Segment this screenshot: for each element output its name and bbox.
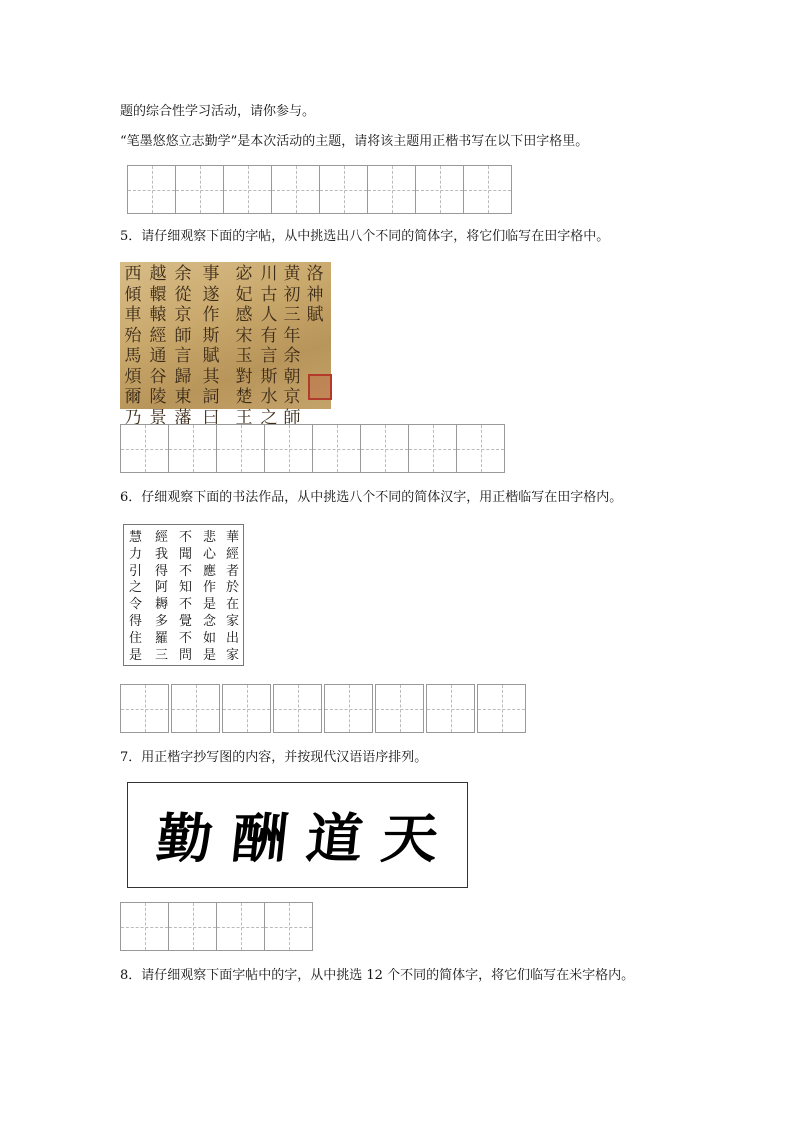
scroll-column: 越 轘 轅 經 通 谷 陵 景 bbox=[149, 264, 167, 428]
grid-cell[interactable] bbox=[120, 424, 169, 473]
scroll-column: 洛 神 賦 bbox=[306, 264, 324, 325]
grid-cell[interactable] bbox=[415, 165, 464, 214]
sutra-column: 不 聞 不 知 不 覺 不 問 bbox=[178, 530, 192, 663]
grid-cell[interactable] bbox=[271, 165, 320, 214]
grid-cell[interactable] bbox=[319, 165, 368, 214]
sutra-column: 華 經 者 於 在 家 出 家 bbox=[225, 530, 239, 663]
sutra-column: 經 我 得 阿 耨 多 羅 三 bbox=[154, 530, 168, 663]
question-8: 8．请仔细观察下面字帖中的字，从中挑选 12 个不同的简体字，将它们临写在米字格内。 bbox=[120, 968, 635, 983]
grid-cell[interactable] bbox=[477, 684, 526, 733]
banner-char: 酬 bbox=[228, 807, 292, 871]
grid-cell[interactable] bbox=[127, 165, 176, 214]
sutra-column: 慧 力 引 之 令 得 住 是 bbox=[128, 530, 142, 663]
grid-cell[interactable] bbox=[367, 165, 416, 214]
grid-cell[interactable] bbox=[120, 902, 169, 951]
tianzi-grid-3[interactable] bbox=[120, 684, 526, 733]
scroll-column: 西 傾 車 殆 馬 煩 爾 乃 bbox=[124, 264, 142, 428]
scroll-column: 事 遂 作 斯 賦 其 詞 曰 bbox=[202, 264, 220, 428]
scroll-column: 宓 妃 感 宋 玉 對 楚 王 bbox=[235, 264, 253, 428]
tianzi-grid-1[interactable] bbox=[127, 165, 512, 214]
tianzi-grid-2[interactable] bbox=[120, 424, 505, 473]
question-6: 6．仔细观察下面的书法作品，从中挑选八个不同的简体汉字，用正楷临写在田字格内。 bbox=[120, 490, 623, 505]
grid-cell[interactable] bbox=[463, 165, 512, 214]
sutra-column: 悲 心 應 作 是 念 如 是 bbox=[202, 530, 216, 663]
grid-cell[interactable] bbox=[312, 424, 361, 473]
grid-cell[interactable] bbox=[456, 424, 505, 473]
theme-instruction: “笔墨悠悠立志勤学”是本次活动的主题，请将该主题用正楷书写在以下田字格里。 bbox=[120, 134, 589, 149]
grid-cell[interactable] bbox=[264, 902, 313, 951]
grid-cell[interactable] bbox=[426, 684, 475, 733]
grid-cell[interactable] bbox=[168, 902, 217, 951]
grid-cell[interactable] bbox=[216, 902, 265, 951]
grid-cell[interactable] bbox=[360, 424, 409, 473]
grid-cell[interactable] bbox=[216, 424, 265, 473]
calligraphy-banner-image bbox=[127, 782, 468, 888]
calligraphy-scroll-image bbox=[120, 262, 331, 428]
scroll-column: 黄 初 三 年 余 朝 京 師 bbox=[283, 264, 301, 428]
grid-cell[interactable] bbox=[264, 424, 313, 473]
banner-char: 天 bbox=[377, 807, 441, 871]
intro-text: 题的综合性学习活动，请你参与。 bbox=[120, 104, 316, 119]
grid-cell[interactable] bbox=[222, 684, 271, 733]
tianzi-grid-4[interactable] bbox=[120, 902, 313, 951]
red-seal-stamp bbox=[308, 374, 332, 400]
question-7: 7．用正楷字抄写图的内容，并按现代汉语语序排列。 bbox=[120, 750, 428, 765]
grid-cell[interactable] bbox=[324, 684, 373, 733]
grid-cell[interactable] bbox=[408, 424, 457, 473]
grid-cell[interactable] bbox=[175, 165, 224, 214]
banner-char: 道 bbox=[303, 807, 366, 871]
grid-cell[interactable] bbox=[120, 684, 169, 733]
scroll-column: 余 從 京 師 言 歸 東 藩 bbox=[174, 264, 192, 428]
banner-char: 勤 bbox=[153, 807, 217, 871]
grid-cell[interactable] bbox=[223, 165, 272, 214]
calligraphy-sutra-image bbox=[123, 524, 244, 666]
scroll-column: 川 古 人 有 言 斯 水 之 bbox=[260, 264, 278, 428]
question-5: 5．请仔细观察下面的字帖，从中挑选出八个不同的简体字，将它们临写在田字格中。 bbox=[120, 229, 610, 244]
grid-cell[interactable] bbox=[375, 684, 424, 733]
grid-cell[interactable] bbox=[171, 684, 220, 733]
grid-cell[interactable] bbox=[273, 684, 322, 733]
grid-cell[interactable] bbox=[168, 424, 217, 473]
